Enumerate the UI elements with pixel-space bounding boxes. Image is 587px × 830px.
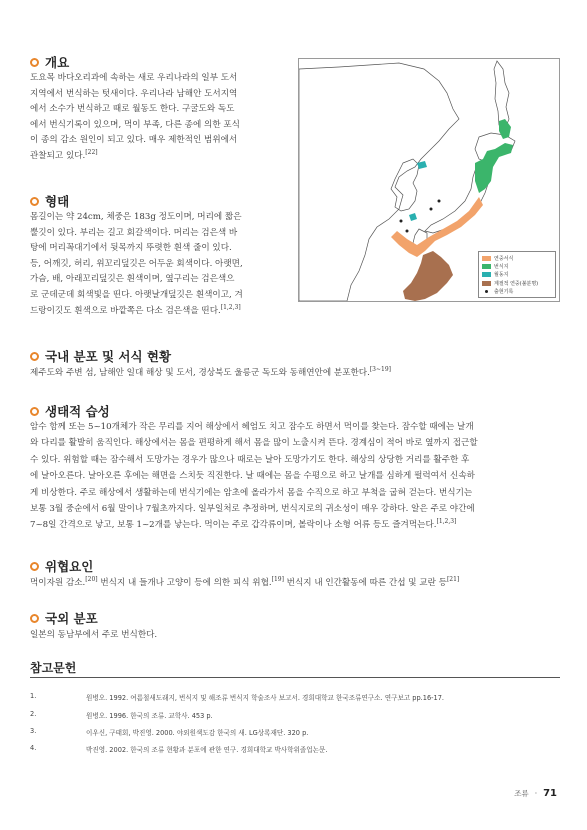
map-record-dot [406, 230, 409, 233]
ecology-heading: 생태적 습성 [30, 402, 110, 420]
bullet-ring-icon [30, 407, 39, 416]
overview-line: 관찰되고 있다.[22] [30, 149, 98, 161]
reference-item: 2. 원병오. 1996. 한국의 조류. 교학사. 453 p. [30, 710, 213, 720]
citation: [21] [446, 576, 460, 584]
citation: [22] [85, 149, 98, 157]
overview-line: 도요목 바다오리과에 속하는 새로 우리나라의 일부 도서 [30, 73, 238, 83]
morphology-line: 몸길이는 약 24cm, 체중은 183g 정도이며, 머리에 짧은 [30, 212, 242, 222]
legend-item-seasonal: 계절적 연중(불분명) [482, 279, 552, 287]
legend-item-resident: 연중서식 [482, 254, 552, 262]
footer-separator: · [534, 789, 538, 798]
page-footer [514, 788, 557, 799]
record-dot-icon [485, 290, 488, 293]
bullet-ring-icon [30, 197, 39, 206]
map-range-seasonal [403, 251, 453, 301]
morphology-line: 로 군데군데 회색빛을 띤다. 아랫날개덮깃은 흰색이고, 겨 [30, 289, 243, 300]
ecology-line: 암수 함께 또는 5~10개체가 작은 무리를 지어 해상에서 헤엄도 치고 잠수도 하면서 먹이를 찾는다. 잠수할 때에는 날개 [30, 422, 474, 432]
morphology-line: 뿔깃이 있다. 부리는 길고 회갈색이다. 머리는 검은색 바 [30, 227, 238, 238]
morphology-line: 등, 어깨깃, 허리, 위꼬리덮깃은 어두운 회색이다. 아랫면, [30, 258, 243, 269]
legend-item-wintering: 월동지 [482, 271, 552, 279]
threats-text: 먹이자원 감소.[20] 번식지 내 들개나 고양이 등에 의한 피식 위협.[19] 번식지 내 인간활동에 따른 간섭 및 교란 등[21] [30, 576, 460, 588]
legend-item-record: 출현기록 [482, 288, 552, 296]
domestic-text: 제주도와 주변 섬, 남해안 일대 해상 및 도서, 경상북도 울릉군 독도와 동해연안에 분포한다.[3~19] [30, 366, 392, 378]
bullet-ring-icon [30, 352, 39, 361]
morphology-line: 가슴, 배, 아래꼬리덮깃은 흰색이며, 옆구리는 검은색으 [30, 274, 235, 285]
legend-item-breeding: 번식지 [482, 262, 552, 270]
bullet-ring-icon [30, 614, 39, 623]
morphology-heading: 형태 [30, 192, 69, 210]
overview-line: 지역에서 번식하는 텃새이다. 우리나라 남해안 도서지역 [30, 88, 238, 99]
ecology-line: 수 있다. 위험할 때는 잠수해서 도망가는 경우가 많으나 때로는 날아 도망가기도 한다. 해상의 상당한 거리를 활주한 후 [30, 454, 470, 465]
morphology-line: 드랑이깃도 흰색으로 바깥쪽은 다소 검은색을 띤다.[1,2,3] [30, 303, 241, 316]
foreign-text: 일본의 동남부에서 주로 번식한다. [30, 630, 158, 640]
citation: [1,2,3] [220, 303, 241, 311]
ecology-line: 7~8일 간격으로 낳고, 보통 1~2개를 낳는다. 먹이는 주로 갑각류이며, 볼락이나 소형 어류 등도 즐겨먹는다.[1,2,3] [30, 518, 457, 531]
ecology-line: 와 다리를 활발히 움직인다. 해상에서는 몸을 편평하게 해서 몸을 많이 노출시켜 뜬다. 경계심이 적어 바로 옆까지 접근할 [30, 438, 478, 449]
reference-item: 1. 원병오. 1992. 여름철새도래지, 번식지 및 해조류 번식지 학술조사 보고서. 경희대학교 한국조류연구소. 연구보고 pp.16-17. [30, 692, 445, 702]
map-land-sakhalin [494, 61, 509, 129]
morphology-line: 탕에 머리꼭대기에서 뒷목까지 뚜렷한 흰색 줄이 있다. [30, 243, 232, 254]
bullet-ring-icon [30, 562, 39, 571]
citation: [20] [85, 576, 98, 584]
map-legend [478, 251, 556, 298]
map-record-dot [438, 200, 441, 203]
map-record-dot [400, 220, 403, 223]
overview-line: 에서 소수가 번식하고 때로 월동도 한다. 구굴도와 독도 [30, 104, 235, 115]
reference-item: 4. 박진영. 2002. 한국의 조류 현황과 분포에 관한 연구. 경희대학교 박사학위졸업논문. [30, 744, 328, 754]
page-number: 71 [543, 788, 557, 799]
ecology-line: 보통 3월 중순에서 6월 말이나 7월초까지다. 일부일처로 추정하며, 번식지로의 귀소성이 매우 강하다. 알은 주로 야간에 [30, 504, 475, 515]
references-divider [30, 677, 560, 678]
overview-line: 이 종의 감소 원인이 되고 있다. 매우 제한적인 범위에서 [30, 135, 238, 146]
map-range-breeding [475, 143, 513, 193]
overview-heading: 개요 [30, 53, 69, 71]
map-range-wintering-korea [409, 213, 417, 221]
morphology-text [30, 210, 292, 319]
map-range-breeding-north [499, 119, 511, 139]
citation: [3~19] [369, 366, 392, 374]
map-record-dot [430, 208, 433, 211]
ecology-line: 게 비상한다. 주로 해상에서 생활하는데 번식기에는 암초에 올라가서 몸을 수직으로 하고 부척을 굽혀 걷는다. 번식기는 [30, 487, 473, 498]
foreign-heading: 국외 분포 [30, 609, 98, 627]
map-range-resident [391, 197, 483, 257]
ecology-line: 에 날아오른다. 날아오른 후에는 해면을 스치듯 직진한다. 날 때에는 몸을 수평으로 하고 날개를 심하게 펄럭여서 신속하 [30, 471, 475, 482]
reference-item: 3. 이우신, 구태회, 박진영. 2000. 야외원색도감 한국의 새. LG상록재단. 320 p. [30, 727, 309, 737]
threats-heading: 위협요인 [30, 557, 93, 575]
citation: [19] [271, 576, 284, 584]
bullet-ring-icon [30, 58, 39, 67]
references-title: 참고문헌 [30, 661, 77, 675]
domestic-heading: 국내 분포 및 서식 현황 [30, 347, 171, 365]
ecology-text [30, 419, 560, 534]
footer-section: 조류 [514, 789, 529, 798]
citation: [1,2,3] [436, 518, 457, 526]
overview-text [30, 71, 292, 165]
overview-line: 에서 번식기록이 있으며, 먹이 부족, 다른 종에 의한 포식 [30, 119, 240, 130]
